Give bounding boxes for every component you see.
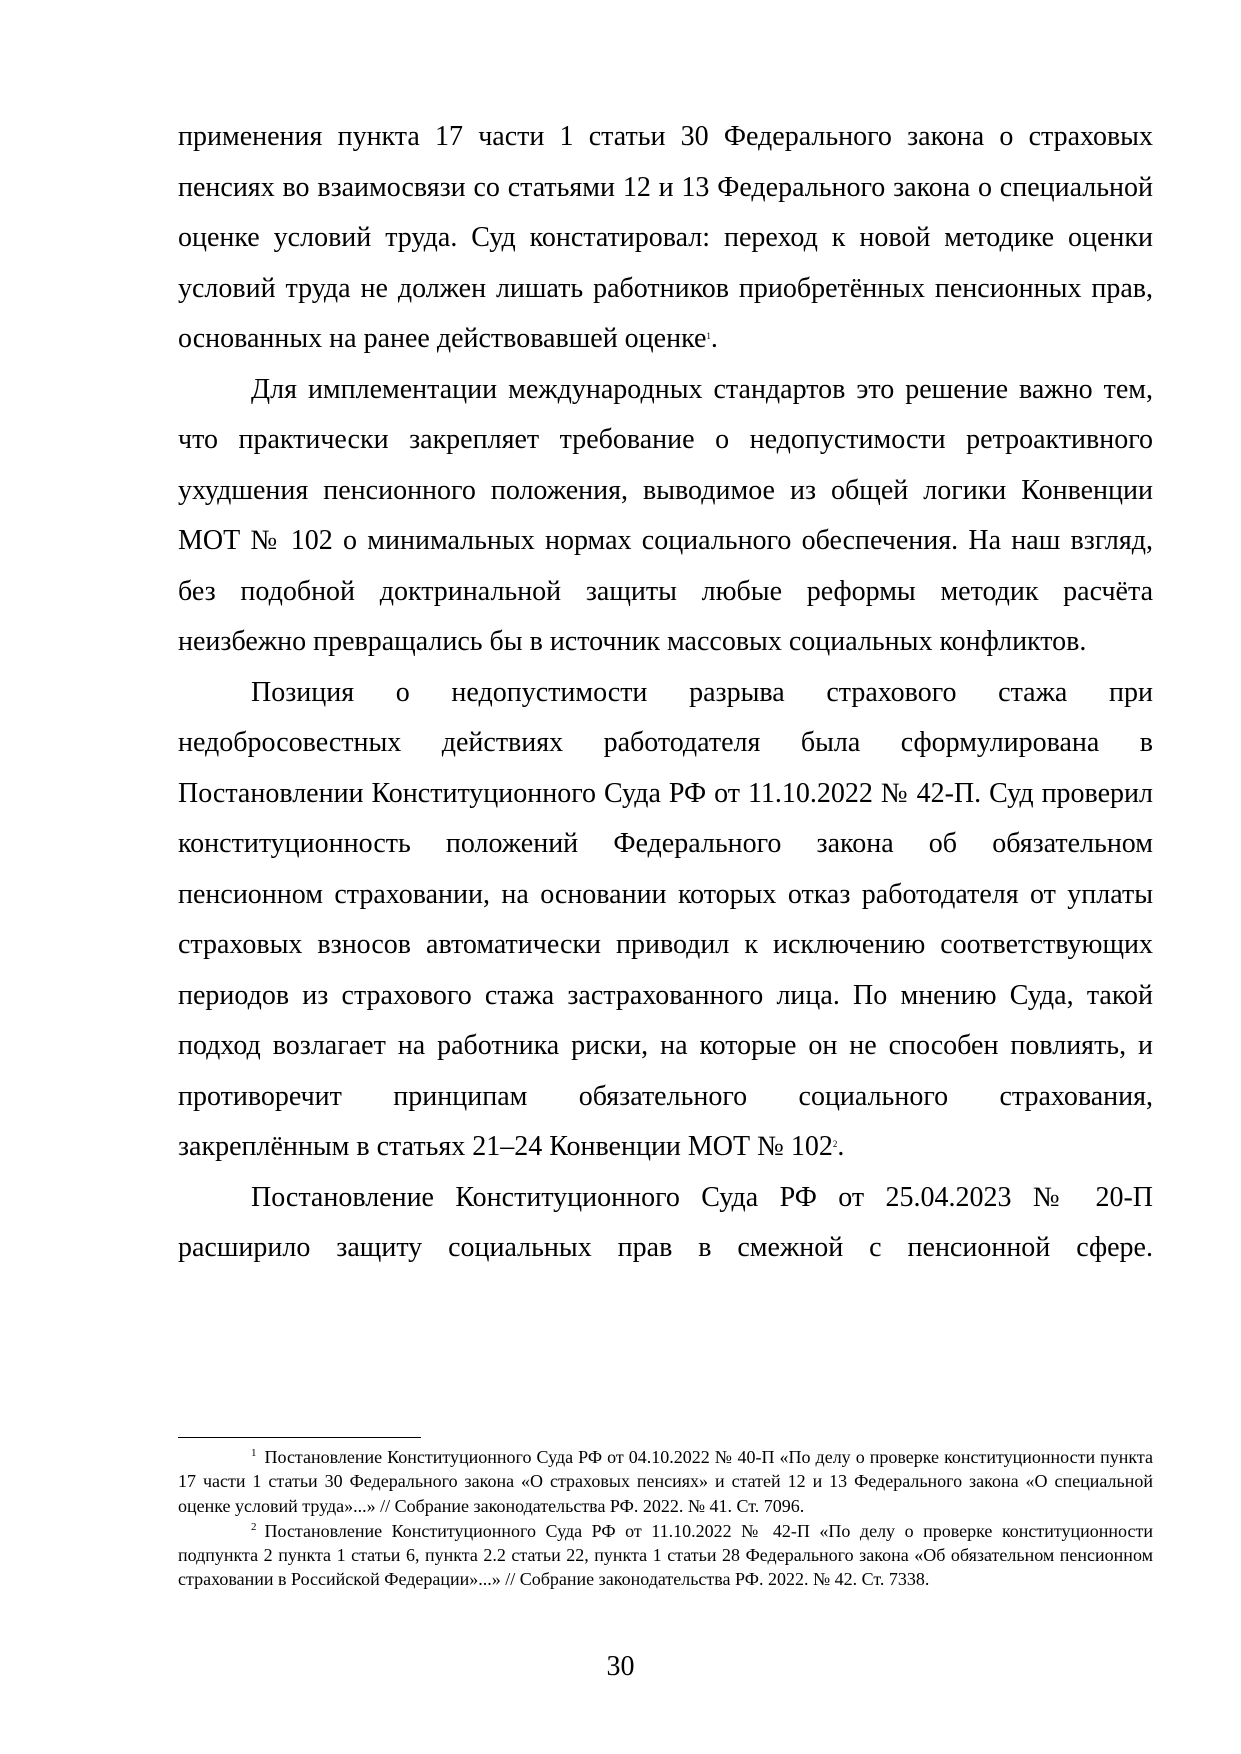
footnote-separator <box>178 1437 421 1438</box>
paragraph-4-text: Постановление Конституционного Суда РФ от 25.04.2023 № 20-П расширило защиту социальных прав в смежной с пенсионной сфере. <box>178 1181 1153 1263</box>
body-text <box>178 112 1153 1274</box>
footnote-1-text: Постановление Конституционного Суда РФ от 04.10.2022 № 40-П «По делу о проверке конституционности пункта 17 части 1 статьи 30 Федерального закона «О страховых пенсиях» и статей 12 и 13 Федерального закона «О специальной оценке условий труда»...» // Собрание законодательства РФ. 2022. № 41. Ст. 7096. <box>178 1447 1153 1516</box>
paragraph-3-tail: . <box>837 1131 845 1162</box>
footnote-1-number: 1 <box>251 1447 257 1459</box>
footnote-2 <box>178 1519 1153 1592</box>
paragraph-1-tail: . <box>710 323 718 354</box>
paragraph-1 <box>178 112 1153 365</box>
paragraph-2-text: Для имплементации международных стандартов это решение важно тем, что практически закрепляет требование о недопустимости ретроактивного ухудшения пенсионного положения, выводимое из общей логики Конвенции МОТ № 102 о минимальных нормах социального обеспечения. На наш взгляд, без подобной доктринальной защиты любые реформы методик расчёта неизбежно превращались бы в источник массовых социальных конфликтов. <box>178 373 1153 657</box>
paragraph-1-text: применения пункта 17 части 1 статьи 30 Федерального закона о страховых пенсиях во взаимосвязи со статьями 12 и 13 Федерального закона о специальной оценке условий труда. Суд констатировал: переход к новой методике оценки условий труда не должен лишать работников приобретённых пенсионных прав, основанных на ранее действовавшей оценке <box>178 121 1153 354</box>
footnotes <box>178 1445 1153 1593</box>
paragraph-3 <box>178 668 1153 1173</box>
footnote-1 <box>178 1445 1153 1518</box>
footnote-2-text: Постановление Конституционного Суда РФ от 11.10.2022 № 42-П «По делу о проверке конституционности подпункта 2 пункта 1 статьи 6, пункта 2.2 статьи 22, пункта 1 статьи 28 Федерального закона «Об обязательном пенсионном страховании в Российской Федерации»...» // Собрание законодательства РФ. 2022. № 42. Ст. 7338. <box>178 1520 1153 1590</box>
footnote-ref-1[interactable]: 1 <box>706 331 711 341</box>
footnote-2-number: 2 <box>251 1520 257 1533</box>
paragraph-4 <box>178 1173 1153 1274</box>
paragraph-3-text: Позиция о недопустимости разрыва страхового стажа при недобросовестных действиях работодателя была сформулирована в Постановлении Конституционного Суда РФ от 11.10.2022 № 42-П. Суд проверил конституционность положений Федерального закона об обязательном пенсионном страховании, на основании которых отказ работодателя от уплаты страховых взносов автоматически приводил к исключению соответствующих периодов из страхового стажа застрахованного лица. По мнению Суда, такой подход возлагает на работника риски, на которые он не способен повлиять, и противоречит принципам обязательного социального страхования, закреплённым в статьях 21–24 Конвенции МОТ № 102 <box>178 676 1153 1162</box>
footnote-ref-2[interactable]: 2 <box>832 1139 838 1149</box>
paragraph-2 <box>178 365 1153 668</box>
page-number: 30 <box>606 1651 635 1682</box>
